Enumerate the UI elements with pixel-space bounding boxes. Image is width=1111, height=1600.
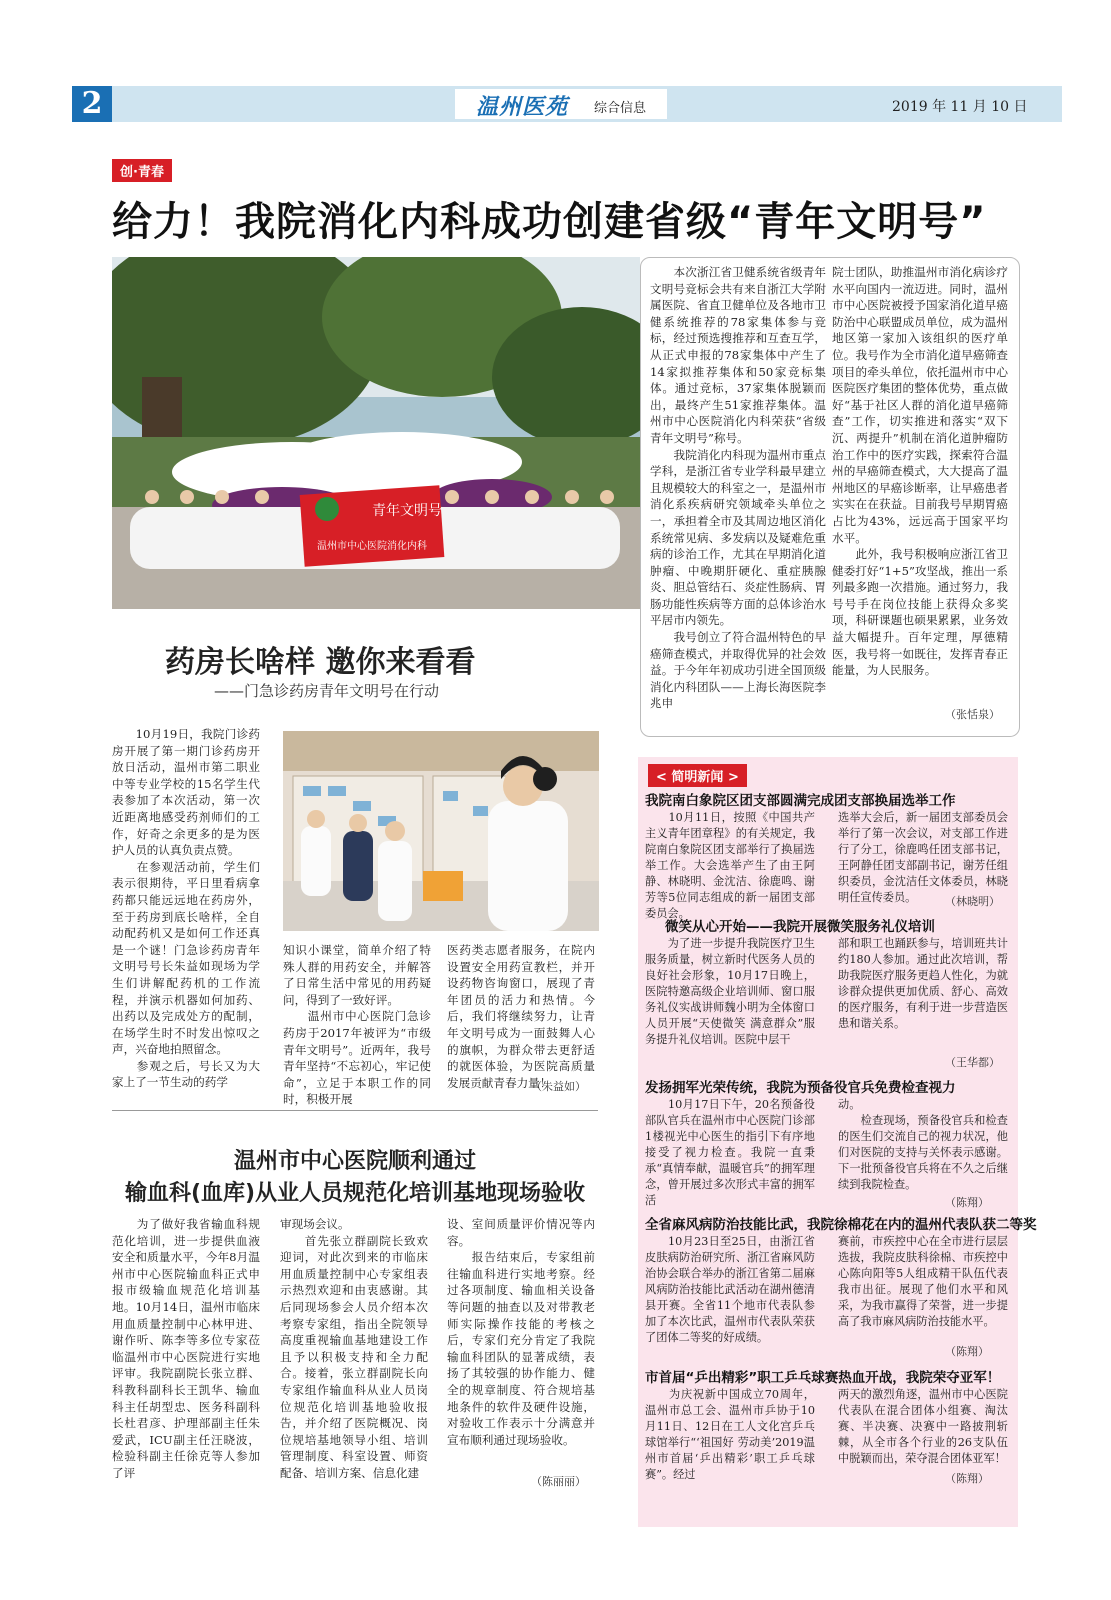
article3-col3: 设、室间质量评价情况等内容。 报告结束后，专家组前往输血科进行实地考察。经过各项制度、输血相关设备等问题的抽查以及对带教老师实际操作技能的考核之后，专家们充分肯定了我院输血科团队的显著成绩，表扬了其较强的协作能力、健全的规章制度、符合规培基地条件的软件及硬件设施，对验收工作表示十分满意并宣布顺利通过现场验收。 (447, 1217, 595, 1447)
news-item-title: 我院南白象院区团支部圆满完成团支部换届选举工作 (645, 793, 956, 809)
news-item-title: 全省麻风病防治技能比武，我院徐棉花在内的温州代表队获二等奖 (645, 1217, 1037, 1233)
news-item-col2: 部和职工也踊跃参与，培训班共计约180人参加。通过此次培训，帮助我院医疗服务更趋人性化，为就诊群众提供更加优质、舒心、高效的医疗服务，有利于进一步营造医患和谐关系。 (838, 937, 1008, 1030)
banner-subtext: 温州市中心医院消化内科 (317, 541, 427, 552)
article2-col1: 10月19日，我院门诊药房开展了第一期门诊药房开放日活动，温州市第二职业中等专业学校的15名学生代表参加了本次活动，第一次近距离地感受药剂师们的工作，好奇之余更多的是为医护人员的认真负责点赞。 在参观活动前，学生们表示很期待，平日里看病拿药都只能远远地在药房外，至于药房到底长啥样，全自动配药机又是如何工作还真是一个谜！门急诊药房青年文明号号长朱益如现场为学生们讲解配药机的工作流程，并演示机器如何加药、出药以及完成处方的配制，在场学生时不时发出惊叹之声，兴奋地拍照留念。 参观之后，号长又为大家上了一节生动的药学 (112, 727, 260, 1090)
group-photo-image (112, 257, 640, 609)
article2-title: 药房长啥样 邀你来看看 (165, 645, 476, 680)
news-item-byline: （陈翔） (945, 1472, 989, 1485)
news-item-title: 微笑从心开始——我院开展微笑服务礼仪培训 (665, 919, 935, 935)
news-item-col2: 动。 检查现场，预备役官兵和检查的医生们交流自己的视力状况，他们对医院的支持与关怀表示感谢。下一批预备役官兵将在不久之后继续到我院检查。 (838, 1098, 1008, 1191)
pharmacy-photo (283, 731, 599, 931)
section-tag: 创·青春 (112, 159, 172, 182)
news-item-byline: （王华都） (945, 1056, 1000, 1069)
article3-title-line1: 温州市中心医院顺利通过 (233, 1149, 476, 1174)
section-divider (112, 1110, 598, 1111)
group-photo (112, 257, 640, 609)
news-item-byline: （陈翔） (945, 1196, 989, 1209)
page-number: 2 (72, 86, 112, 122)
section-name: 综合信息 (594, 101, 647, 116)
article3-title-line2: 输血科(血库)从业人员规范化培训基地现场验收 (124, 1181, 586, 1206)
news-item-col2: 选举大会后，新一届团支部委员会举行了第一次会议，对支部工作进行了分工，徐鹿鸣任团支部书记，王阿静任团支部副书记，谢芳任组织委员，金沈洁任文体委员，林晓明任宣传委员。 (838, 811, 1008, 904)
brief-news-tag: < 简明新闻 > (648, 764, 747, 787)
paper-name: 温州医苑 (476, 94, 569, 120)
news-item-byline: （陈翔） (945, 1345, 989, 1358)
issue-date: 2019 年 11 月 10 日 (892, 99, 1028, 115)
article2-col2: 知识小课堂，简单介绍了特殊人群的用药安全，并解答了日常生活中常见的用药疑问，得到了一致好评。 温州市中心医院门急诊药房于2017年被评为“市级青年文明号”。近两年，我号青年坚持“不忘初心，牢记使命”，立足于本职工作的同时，积极开展 (283, 943, 431, 1107)
main-headline: 给力！我院消化内科成功创建省级“青年文明号” (112, 199, 987, 245)
article2-byline: （朱益如） (531, 1080, 586, 1093)
article3-col2: 审现场会议。 首先张立群副院长致欢迎词，对此次到来的市临床用血质量控制中心专家组表示热烈欢迎和由衷感谢。其后同现场参会人员介绍本次考察专家组，指出全院领导高度重视输血基地建设工作且予以积极支持和全力配合。接着，张立群副院长向专家组作输血科从业人员岗位规范化培训基地验收报告，并介绍了医院概况、岗位规培基地领导小组、培训管理制度、科室设置、师资配备、培训方案、信息化建 (280, 1217, 428, 1480)
news-item-col1: 10月11日，按照《中国共产主义青年团章程》的有关规定，我院南白象院区团支部举行了换届选举工作。大会选举产生了由王阿静、林晓明、金沈洁、徐鹿鸣、谢芳等5位同志组成的新一届团支部委员会。 (645, 811, 815, 920)
article1-byline: （张恬泉） (945, 708, 1000, 721)
news-item-col1: 10月23日至25日，由浙江省皮肤病防治研究所、浙江省麻风防治协会联合举办的浙江省第二届麻风病防治技能比武活动在湖州德清县开赛。全省11个地市代表队参加了本次比武，温州市代表队荣获了团体二等奖的好成绩。 (645, 1235, 815, 1344)
article3-col1: 为了做好我省输血科规范化培训，进一步提供血液安全和质量水平，今年8月温州市中心医院输血科正式申报市级输血规范化培训基地。10月14日，温州市临床用血质量控制中心林甲进、谢作听、陈李等多位专家莅临温州市中心医院进行实地评审。我院副院长张立群、科教科副科长王凯华、输血科主任胡型忠、医务科副科长杜君彦、护理部副主任朱爱武，ICU副主任汪晓波，检验科副主任徐克等人参加了评 (112, 1217, 260, 1480)
news-item-col2: 两天的激烈角逐，温州市中心医院代表队在混合团体小组赛、淘汰赛、半决赛、决赛中一路披荆斩棘，从全市各个行业的26支队伍中脱颖而出，荣夺混合团体亚军！ (838, 1388, 1008, 1465)
banner-text: 青年文明号 (372, 503, 442, 519)
article1-col2: 院士团队，助推温州市消化病诊疗水平向国内一流迈进。同时，温州市中心医院被授予国家消化道早癌防治中心联盟成员单位，成为温州地区第一家加入该组织的医疗单位。我号作为全市消化道早癌筛查项目的牵头单位，依托温州市中心医院医疗集团的整体优势，重点做好“基于社区人群的消化道早癌筛查”工作，切实推进和落实“双下沉、两提升”机制在消化道肿瘤防治工作中的医疗实践，探索符合温州的早癌筛查模式，大大提高了温州地区的早癌诊断率，让早癌患者实实在在获益。目前我号早期胃癌占比为43%，远远高于国家平均水平。 此外，我号积极响应浙江省卫健委打好“1+5”攻坚战，推出一系列最多跑一次措施。通过努力，我号号手在岗位技能上获得众多奖项，科研课题也硕果累累，业务效益大幅提升。百年定理，厚德精医，我号将一如既往，发挥青春正能量，为人民服务。 (832, 265, 1008, 678)
news-item-col2: 赛前，市疾控中心在全市进行层层选拔，我院皮肤科徐棉、市疾控中心陈向阳等5人组成精干队伍代表我市出征。展现了他们水平和风采，为我市赢得了荣誉，进一步提高了我市麻风病防治技能水平。 (838, 1235, 1008, 1328)
news-item-title: 发扬拥军光荣传统，我院为预备役官兵免费检查视力 (645, 1080, 956, 1096)
news-item-col1: 10月17日下午，20名预备役部队官兵在温州市中心医院门诊部1楼视光中心医生的指引下有序地接受了视力检查。我院一直秉承“真情奉献，温暖官兵”的拥军理念，曾开展过多次形式丰富的拥军活 (645, 1098, 815, 1207)
pharmacy-photo-image (283, 731, 599, 931)
news-item-col1: 为庆祝新中国成立70周年，温州市总工会、温州市乒协于10月11日、12日在工人文化宫乒乓球馆举行“‘祖国好 劳动美’2019温州市首届‘乒出精彩’职工乒乓球赛”。经过 (645, 1388, 815, 1481)
news-item-byline: （林晓明） (945, 895, 1000, 908)
article3-byline: （陈丽丽） (531, 1475, 586, 1488)
article2-col3: 医药类志愿者服务，在院内设置安全用药宣教栏，并开设药物咨询窗口，展现了青年团员的活力和热情。今后，我们将继续努力，让青年文明号成为一面鼓舞人心的旗帜，为群众带去更舒适的就医体验，为医院高质量发展贡献青春力量！ (447, 943, 595, 1090)
article1-col1: 本次浙江省卫健系统省级青年文明号竞标会共有来自浙江大学附属医院、省直卫健单位及各地市卫健系统推荐的78家集体参与竞标，经过预选搜推荐和互查互学，从正式申报的78家集体中产生了14家拟推荐集体和50家竞标集体。通过竞标，37家集体脱颖而出，最终产生51家推荐集体。温州市中心医院消化内科荣获“省级青年文明号”称号。 我院消化内科现为温州市重点学科，是浙江省专业学科最早建立且规模较大的科室之一，是温州市消化系疾病研究领域牵头单位之一，承担着全市及其周边地区消化系统常见病、多发病以及疑难危重病的诊治工作，尤其在早期消化道肿瘤、中晚期肝硬化、重症胰腺炎、胆总管结石、炎症性肠病、胃肠功能性疾病等方面的总体诊治水平居市内领先。 我号创立了符合温州特色的早癌筛查模式，并取得优异的社会效益。于今年年初成功引进全国顶级消化内科团队——上海长海医院李兆申 (650, 265, 826, 711)
news-item-col1: 为了进一步提升我院医疗卫生服务质量，树立新时代医务人员的良好社会形象，10月17日晚上，医院特邀高级企业培训师、窗口服务礼仪实战讲师魏小明为全体窗口人员开展“天使微笑 满意群众”服务提升礼仪培训。医院中层干 (645, 937, 815, 1046)
news-item-title: 市首届“乒出精彩”职工乒乓球赛热血开战，我院荣夺亚军！ (645, 1370, 1001, 1386)
article2-subtitle: ——门急诊药房青年文明号在行动 (214, 682, 440, 700)
